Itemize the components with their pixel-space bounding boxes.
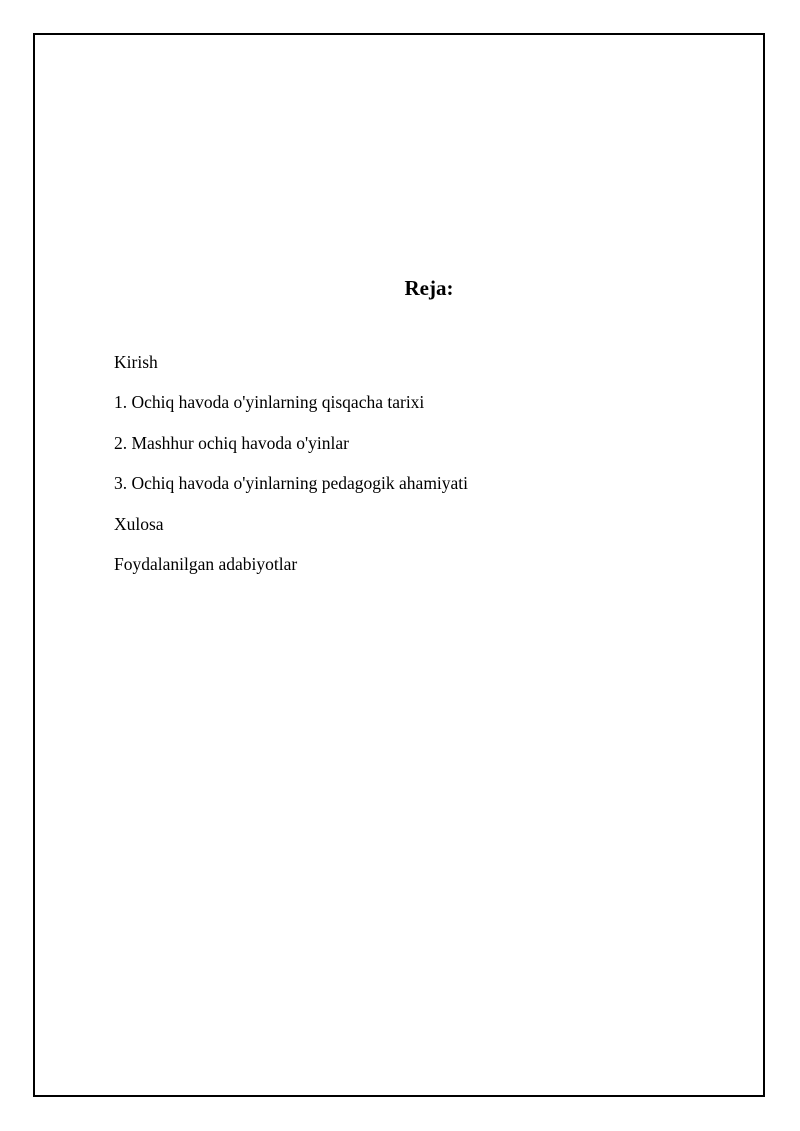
plan-item-references: Foydalanilgan adabiyotlar [114,553,298,574]
plan-item-introduction: Kirish [114,352,158,372]
plan-item-3: 3. Ochiq havoda o'yinlarning pedagogik ahamiyati [114,473,469,494]
plan-list [114,350,468,592]
plan-item-1: 1. Ochiq havoda o'yinlarning qisqacha tarixi [114,392,425,413]
plan-item-conclusion: Xulosa [114,513,164,534]
plan-title: Reja: [404,276,454,300]
plan-item-2: 2. Mashhur ochiq havoda o'yinlar [114,432,349,453]
